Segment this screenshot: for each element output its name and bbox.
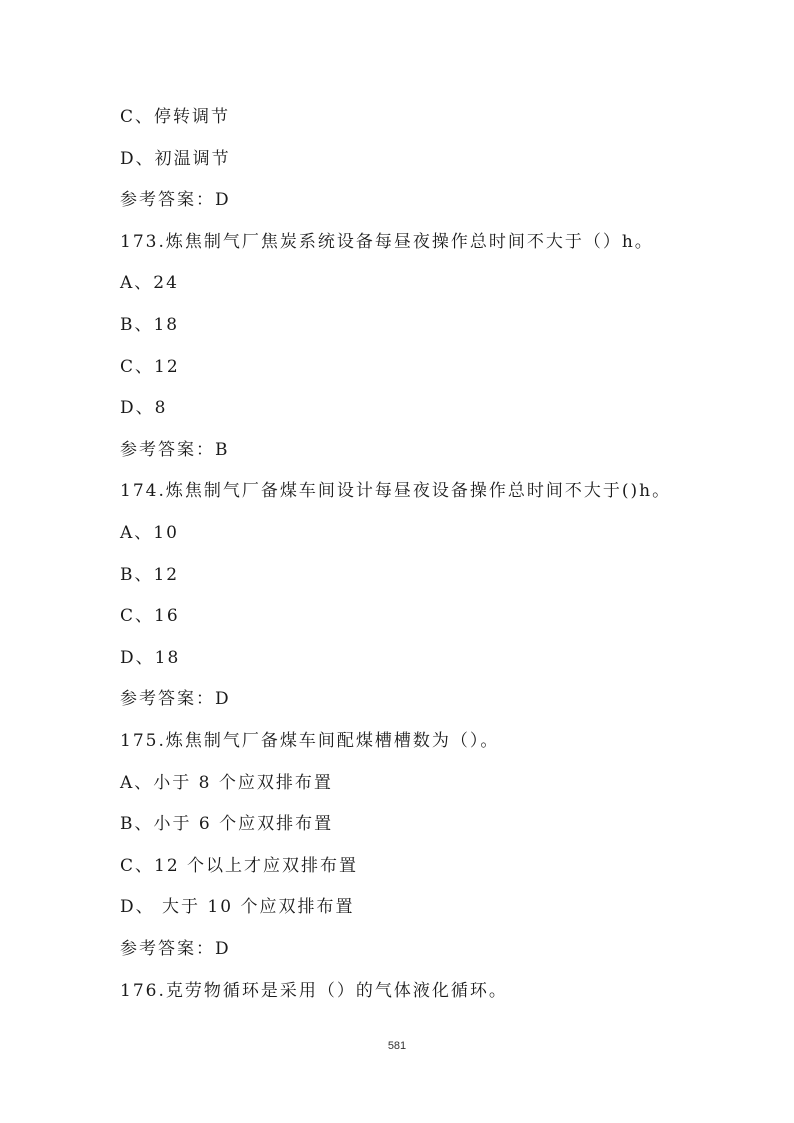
answer-172: 参考答案：D <box>120 190 231 210</box>
option-c-174: C、16 <box>120 606 180 626</box>
question-176: 176.克劳物循环是采用（）的气体液化循环。 <box>120 981 508 1001</box>
option-a-174: A、10 <box>120 523 179 543</box>
option-a-175: A、小于 8 个应双排布置 <box>120 773 333 793</box>
page-number: 581 <box>387 1040 407 1052</box>
option-b-174: B、12 <box>120 565 180 585</box>
question-175: 175.炼焦制气厂备煤车间配煤槽槽数为（）。 <box>120 731 500 751</box>
option-c-173: C、12 <box>120 357 180 377</box>
option-a-173: A、24 <box>120 273 179 293</box>
answer-173: 参考答案：B <box>120 440 230 460</box>
option-d-175: D、 大于 10 个应双排布置 <box>120 897 355 917</box>
option-b-175: B、小于 6 个应双排布置 <box>120 814 334 834</box>
option-c-175: C、12 个以上才应双排布置 <box>120 856 359 876</box>
option-d-174: D、18 <box>120 648 181 668</box>
option-d-173: D、8 <box>120 398 168 418</box>
option-d-172: D、初温调节 <box>120 149 231 169</box>
answer-174: 参考答案：D <box>120 689 231 709</box>
option-c-172: C、停转调节 <box>120 107 231 127</box>
answer-175: 参考答案：D <box>120 939 231 959</box>
question-173: 173.炼焦制气厂焦炭系统设备每昼夜操作总时间不大于（）h。 <box>120 232 654 252</box>
question-174: 174.炼焦制气厂备煤车间设计每昼夜设备操作总时间不大于()h。 <box>120 481 672 501</box>
option-b-173: B、18 <box>120 315 180 335</box>
